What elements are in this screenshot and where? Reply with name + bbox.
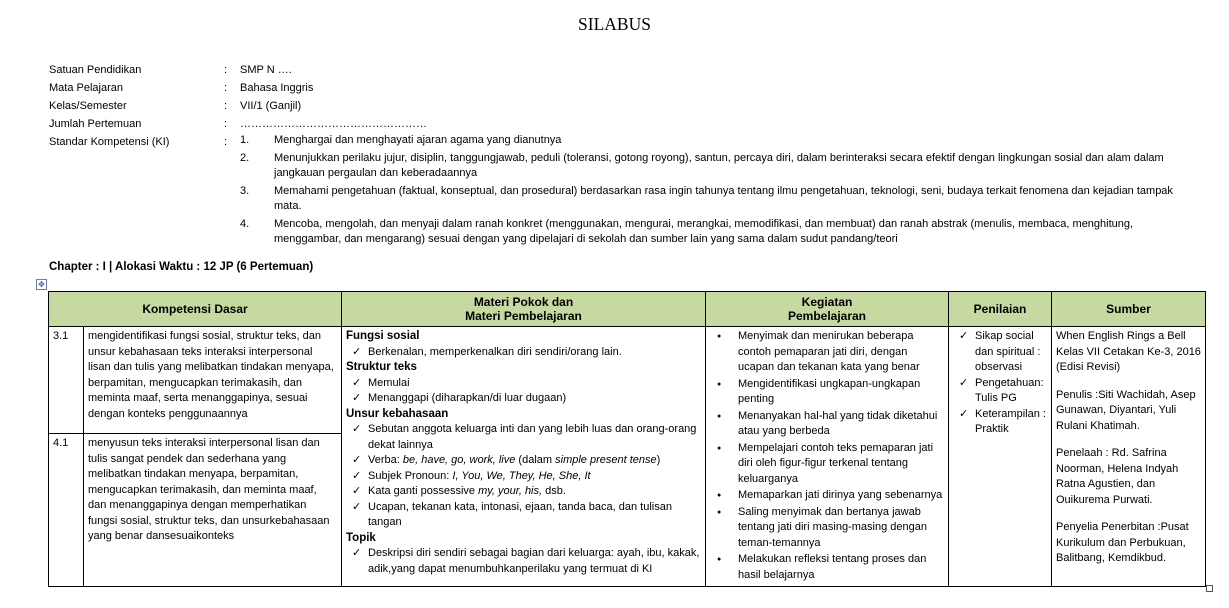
header-materi-line1: Materi Pokok dan xyxy=(473,295,574,309)
ki-item xyxy=(49,217,1209,248)
ki-number: 1. xyxy=(240,134,250,146)
chapter-heading: Chapter : I | Alokasi Waktu : 12 JP (6 Pertemuan) xyxy=(49,261,314,273)
list-item: ● Mengidentifikasi ungkapan-ungkapan penting xyxy=(710,377,944,408)
header-sumber: Sumber xyxy=(1052,292,1206,327)
info-row-satuan xyxy=(49,61,1209,79)
list-item: ✓ Keterampilan : Praktik xyxy=(953,407,1047,438)
info-row-mapel xyxy=(49,79,1209,97)
info-row-kelas xyxy=(49,97,1209,115)
materi-topik-list xyxy=(346,546,701,577)
list-item: ● Saling menyimak dan bertanya jawab tentang jati diri masing-masing dengan teman-temannya xyxy=(710,505,944,552)
sumber-cell xyxy=(1052,327,1206,587)
list-item: ● Melakukan refleksi tentang proses dan hasil belajarnya xyxy=(710,552,944,583)
sumber-book: When English Rings a Bell Kelas VII Cetakan Ke-3, 2016 (Edisi Revisi) xyxy=(1056,330,1201,373)
kd-text: menyusun teks interaksi interpersonal lisan dan tulis sangat pendek dan sederhana yang melibatkan tindakan menyapa, berpamitan, mengucapkan terimakasih, dan meminta maaf, dan menanggapinya dengan memperhatikan fungsi sosial, struktur teks, dan unsurkebahasaan yang benar dansesuaikonteks xyxy=(84,434,342,587)
verba-list: be, have, go, work, live xyxy=(402,454,516,466)
kegiatan-list xyxy=(710,329,944,583)
materi-cell xyxy=(342,327,706,587)
materi-unsur-list xyxy=(346,422,701,531)
kata-list: my, your, his, xyxy=(478,485,543,497)
list-item: ✓ Memulai xyxy=(346,376,701,392)
materi-fungsi-list xyxy=(346,345,701,361)
list-item: ● Menanyakan hal-hal yang tidak diketahui atau yang berbeda xyxy=(710,409,944,440)
list-item xyxy=(346,453,701,469)
list-item: ● Memaparkan jati dirinya yang sebenarnya xyxy=(710,488,944,504)
subjek-prefix: Subjek Pronoun: xyxy=(368,469,453,482)
materi-topik-title: Topik xyxy=(346,531,376,544)
kegiatan-cell xyxy=(706,327,949,587)
info-colon: : xyxy=(224,64,228,76)
list-item: ✓ Pengetahuan: Tulis PG xyxy=(953,376,1047,407)
info-colon: : xyxy=(224,118,228,130)
header-kegiatan-line1: Kegiatan xyxy=(801,295,853,309)
list-item: ✓ Berkenalan, memperkenalkan diri sendiri/orang lain. xyxy=(346,345,701,361)
table-resize-handle[interactable] xyxy=(1206,585,1213,592)
ki-number: 4. xyxy=(240,217,250,230)
info-label: Mata Pelajaran xyxy=(49,82,123,94)
ki-text: Menghargai dan menghayati ajaran agama yang dianutnya xyxy=(274,134,562,146)
kata-suffix: dsb. xyxy=(542,485,566,497)
table-header-row xyxy=(49,292,1206,327)
info-label: Jumlah Pertemuan xyxy=(49,118,142,130)
header-kegiatan-line2: Pembelajaran xyxy=(787,309,867,323)
ki-item xyxy=(49,133,1209,149)
info-value: SMP N …. xyxy=(240,64,292,76)
info-value: VII/1 (Ganjil) xyxy=(240,100,302,112)
ki-text: Mencoba, mengolah, dan menyaji dalam ranah konkret (menggunakan, mengurai, merangkai, memodifikasi, dan membuat) dan ranah abstrak (menulis, membaca, menghitung, menggambar, dan mengarang) sesuai dengan yang dipelajari di sekolah dan sumber lain yang sama dalam sudut pandang/teori xyxy=(274,217,1134,245)
list-item: ● Menyimak dan menirukan beberapa contoh pemaparan jati diri, dengan ucapan dan tekanan kata yang benar xyxy=(710,329,944,376)
verba-prefix: Verba: xyxy=(368,454,403,466)
materi-struktur-list xyxy=(346,376,701,407)
document-title: SILABUS xyxy=(578,14,651,34)
ki-text: Memahami pengetahuan (faktual, konseptual, dan prosedural) berdasarkan rasa ingin tahunya tentang ilmu pengetahuan, teknologi, seni, budaya terkait fenomena dan kejadian tampak mata. xyxy=(274,184,1173,212)
sumber-penyelia: Penyelia Penerbitan :Pusat Kurikulum dan Perbukuan, Balitbang, Kemdikbud. xyxy=(1056,521,1189,564)
header-penilaian: Penilaian xyxy=(949,292,1052,327)
subjek-list: I, You, We, They, He, She, It xyxy=(452,469,591,482)
materi-unsur-title: Unsur kebahasaan xyxy=(346,407,449,420)
header-kegiatan xyxy=(706,292,949,327)
ki-number: 2. xyxy=(240,151,250,164)
materi-struktur-title: Struktur teks xyxy=(346,361,417,373)
info-label: Kelas/Semester xyxy=(49,100,127,112)
list-item: ✓ Sebutan anggota keluarga inti dan yang lebih luas dan orang-orang dekat lainnya xyxy=(346,422,701,453)
verba-suffix: ) xyxy=(656,454,661,466)
list-item: ✓ Menanggapi (diharapkan/di luar dugaan) xyxy=(346,391,701,407)
ki-item xyxy=(49,184,1209,215)
info-colon: : xyxy=(224,100,228,112)
list-item xyxy=(346,469,701,485)
sumber-penelaah: Penelaah : Rd. Safrina Noorman, Helena Indyah Ratna Agustien, dan Ouikurema Purwati. xyxy=(1056,447,1179,506)
ki-item xyxy=(49,151,1209,182)
list-item: ✓ Ucapan, tekanan kata, intonasi, ejaan, tanda baca, dan tulisan tangan xyxy=(346,500,701,531)
list-item xyxy=(346,484,701,500)
info-colon: : xyxy=(224,136,228,148)
list-item: ● Mempelajari contoh teks pemaparan jati diri oleh figur-figur terkenal tentang keluarganya xyxy=(710,441,944,488)
verba-tense: simple present tense xyxy=(555,454,657,466)
list-item: ✓ Sikap social dan spiritual : observasi xyxy=(953,329,1047,376)
verba-mid: (dalam xyxy=(515,454,556,466)
penilaian-list xyxy=(953,329,1047,438)
materi-fungsi-title: Fungsi sosial xyxy=(346,330,420,342)
info-label: Satuan Pendidikan xyxy=(49,64,142,76)
info-row-jumlah xyxy=(49,115,1209,133)
table-row xyxy=(49,327,1206,434)
kd-text: mengidentifikasi fungsi sosial, struktur teks, dan unsur kebahasaan teks interaksi interpersonal lisan dan tulis yang melibatkan tindakan menyapa, berpamitan, mengucapkan terimakasih, dan meminta maaf, serta menanggapinya, sesuai dengan konteks penggunaannya xyxy=(84,327,342,434)
info-value: Bahasa Inggris xyxy=(240,82,314,94)
ki-number: 3. xyxy=(240,184,250,197)
header-kompetensi-dasar: Kompetensi Dasar xyxy=(49,292,342,327)
info-label: Standar Kompetensi (KI) xyxy=(49,136,170,148)
ki-text: Menunjukkan perilaku jujur, disiplin, tanggungjawab, peduli (toleransi, gotong royong), santun, percaya diri, dalam berinteraksi secara efektif dengan lingkungan sosial dan alam dalam jangkauan pergaulan dan keberadaannya xyxy=(274,151,1164,179)
info-value: …………………………………………… xyxy=(240,118,427,130)
info-colon: : xyxy=(224,82,228,94)
header-materi xyxy=(342,292,706,327)
kata-prefix: Kata ganti possessive xyxy=(368,485,479,497)
header-materi-line2: Materi Pembelajaran xyxy=(465,309,582,323)
sumber-penulis: Penulis :Siti Wachidah, Asep Gunawan, Diyantari, Yuli Rulani Khatimah. xyxy=(1056,388,1196,432)
penilaian-cell xyxy=(949,327,1052,587)
kd-number: 3.1 xyxy=(49,327,84,434)
list-item: ✓ Deskripsi diri sendiri sebagai bagian dari keluarga: ayah, ibu, kakak, adik,yang dapat menumbuhkanperilaku yang termuat di KI xyxy=(346,546,701,577)
kd-number: 4.1 xyxy=(49,434,84,587)
syllabus-table xyxy=(48,291,1206,587)
ki-list xyxy=(49,133,1209,250)
table-move-handle-icon[interactable]: ✥ xyxy=(36,279,47,290)
